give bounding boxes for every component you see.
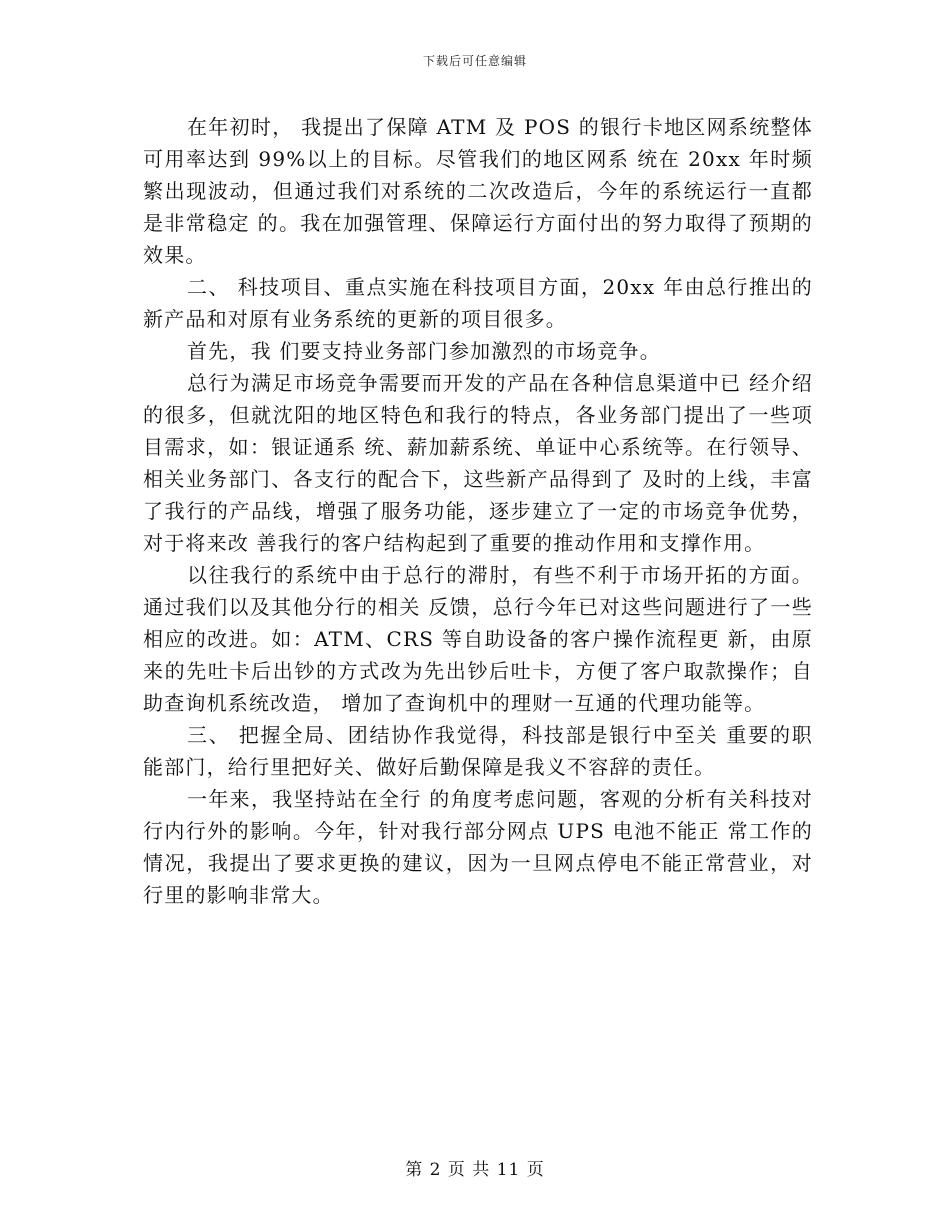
paragraph-ups-battery: 一年来，我坚持站在全行 的角度考虑问题，客观的分析有关科技对行内行外的影响。今年，针对我行部分网点 UPS 电池不能正 常工作的情况，我提出了要求更换的建议，因为一旦网点停电不能正常营业，对行里的影响非常大。 [143, 787, 813, 907]
paragraph-new-products: 总行为满足市场竞争需要而开发的产品在各种信息渠道中已 经介绍的很多，但就沈阳的地区特色和我行的特点，各业务部门提出了一些项目需求，如：银证通系 统、薪加薪系统、单证中心系统等。在行领导、相关业务部门、各支行的配合下，这些新产品得到了 及时的上线，丰富了我行的产品线，增强了服务功能，逐步建立了一定的市场竞争优势，对于将来改 善我行的客户结构起到了重要的推动作用和支撑作用。 [143, 371, 813, 555]
paragraph-support-business: 首先，我 们要支持业务部门参加激烈的市场竞争。 [187, 339, 661, 363]
paragraph-system-improvements: 以往我行的系统中由于总行的滞肘，有些不利于市场开拓的方面。通过我们以及其他分行的相关 反馈，总行今年已对这些问题进行了一些相应的改进。如：ATM、CRS 等自助设备的客户操作流程更 新，由原来的先吐卡后出钞的方式改为先出钞后吐卡，方便了客户取款操作；自助查询机系统改造， 增加了查询机中的理财一互通的代理功能等。 [143, 563, 813, 715]
document-body [143, 111, 813, 911]
paragraph-tech-projects: 二、 科技项目、重点实施在科技项目方面，20xx 年由总行推出的新产品和对原有业务系统的更新的项目很多。 [143, 275, 813, 331]
paragraph-availability-goal: 在年初时， 我提出了保障 ATM 及 POS 的银行卡地区网系统整体可用率达到 99%以上的目标。尽管我们的地区网系 统在 20xx 年时频繁出现波动，但通过我们对系统的二次改造后，今年的系统运行一直都是非常稳定 的。我在加强管理、保障运行方面付出的努力取得了预期的效果。 [143, 115, 813, 267]
page-number-text: 第 2 页 共 11 页 [405, 1160, 545, 1180]
page-header: 下载后可任意编辑 [422, 54, 527, 68]
paragraph-teamwork: 三、 把握全局、团结协作我觉得，科技部是银行中至关 重要的职能部门，给行里把好关、做好后勤保障是我义不容辞的责任。 [143, 723, 813, 779]
page-number [0, 1155, 950, 1180]
